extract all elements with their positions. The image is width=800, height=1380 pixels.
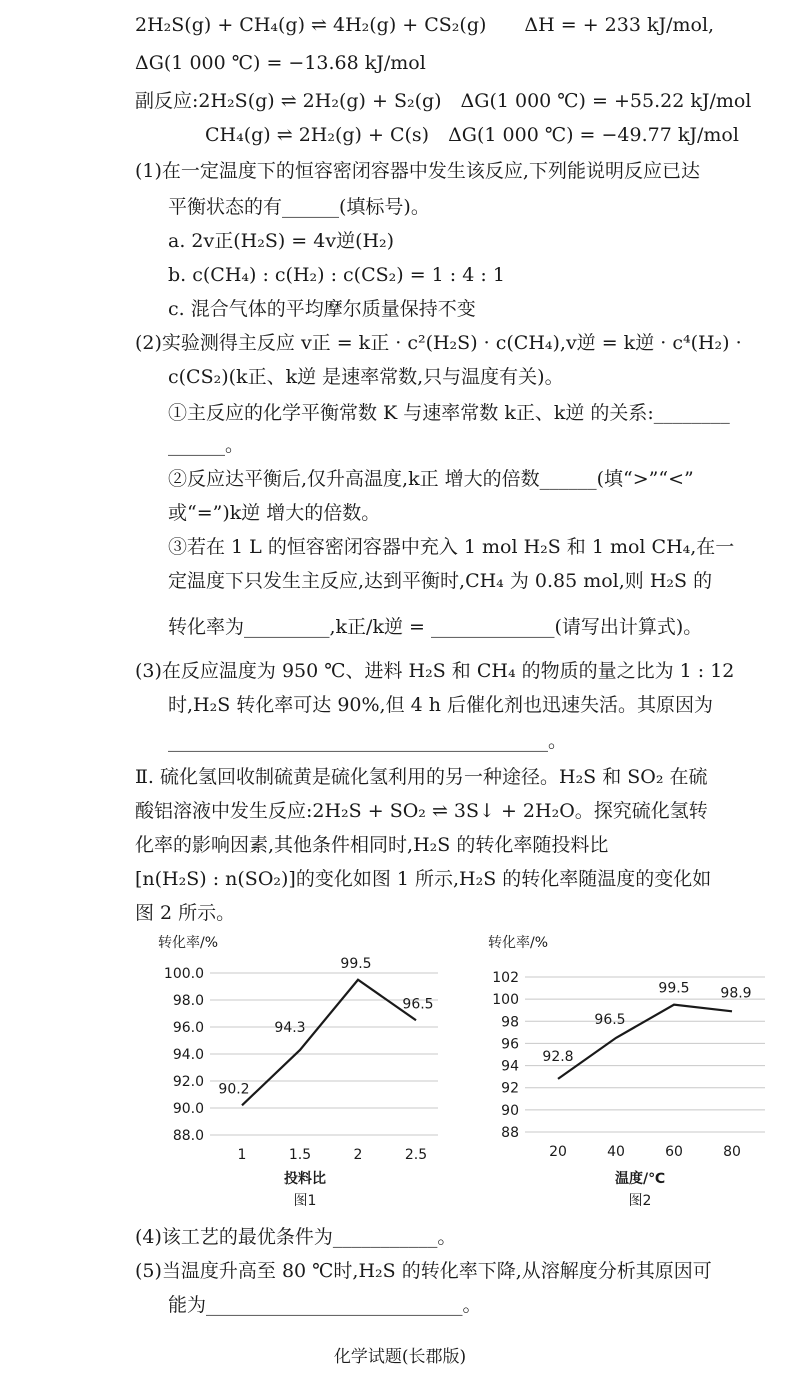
y-tick-label: 94.0 <box>172 1047 204 1063</box>
question-3-line-2: 时,H₂S 转化率可达 90%,但 4 h 后催化剂也迅速失活。其原因为 <box>168 694 714 716</box>
question-1-line-1: (1)在一定温度下的恒容密闭容器中发生该反应,下列能说明反应已达 <box>135 160 700 182</box>
y-tick-label: 98.0 <box>172 993 204 1009</box>
x-tick-label: 40 <box>607 1144 625 1160</box>
question-4: (4)该工艺的最优条件为___________。 <box>135 1226 457 1248</box>
y-tick-label: 100.0 <box>163 966 204 982</box>
x-tick-label: 1.5 <box>288 1147 312 1163</box>
question-2-sub-3-line-2: 定温度下只发生主反应,达到平衡时,CH₄ 为 0.85 mol,则 H₂S 的 <box>168 570 713 592</box>
question-5-line-1: (5)当温度升高至 80 ℃时,H₂S 的转化率下降,从溶解度分析其原因可 <box>135 1260 712 1282</box>
data-label: 92.8 <box>542 1048 574 1065</box>
part-2-line-4: [n(H₂S) : n(SO₂)]的变化如图 1 所示,H₂S 的转化率随温度的变化如 <box>135 868 712 890</box>
y-tick-label: 100 <box>492 992 519 1009</box>
chart1-yticks <box>164 966 204 1144</box>
part-2-line-1: Ⅱ. 硫化氢回收制硫黄是硫化氢利用的另一种途径。H₂S 和 SO₂ 在硫 <box>135 766 708 788</box>
option-c: c. 混合气体的平均摩尔质量保持不变 <box>168 298 476 320</box>
chart2-xticks <box>549 1144 741 1160</box>
question-2-sub-3-line-1: ③若在 1 L 的恒容密闭容器中充入 1 mol H₂S 和 1 mol CH₄,在一 <box>168 536 735 558</box>
option-a: a. 2v正(H₂S) = 4v逆(H₂) <box>168 230 395 252</box>
y-tick-label: 98 <box>501 1014 519 1031</box>
data-label: 94.3 <box>274 1019 306 1036</box>
chart1-series-line <box>242 980 416 1106</box>
question-1-line-2: 平衡状态的有______(填标号)。 <box>168 196 430 218</box>
chart2-series-line <box>558 1005 732 1079</box>
x-tick-label: 1 <box>237 1147 247 1163</box>
side-reaction-line-2: CH₄(g) ⇌ 2H₂(g) + C(s) ΔG(1 000 ℃) = −49.77 kJ/mol <box>205 124 739 146</box>
chart1-data-labels <box>218 956 433 1106</box>
question-2-sub-2-line-1: ②反应达平衡后,仅升高温度,k正 增大的倍数______(填“>”“<” <box>168 468 694 490</box>
chart2-title: 图2 <box>628 1193 652 1209</box>
question-3-line-3: ________________________________________。 <box>168 730 568 752</box>
data-label: 90.2 <box>218 1081 250 1098</box>
y-tick-label: 94 <box>501 1058 519 1075</box>
page-footer: 化学试题(长郡版) <box>333 1347 467 1367</box>
y-tick-label: 92 <box>501 1080 519 1097</box>
y-tick-label: 96.0 <box>172 1020 204 1036</box>
part-2-line-3: 化率的影响因素,其他条件相同时,H₂S 的转化率随投料比 <box>135 834 609 856</box>
chart1-xticks <box>238 1147 428 1163</box>
x-tick-label: 2 <box>353 1147 363 1163</box>
question-2-sub-1-line-2: ______。 <box>168 434 245 456</box>
side-reaction-line-1: 副反应:2H₂S(g) ⇌ 2H₂(g) + S₂(g) ΔG(1 000 ℃) = +55.22 kJ/mol <box>135 90 752 112</box>
data-label: 96.5 <box>402 996 434 1013</box>
data-label: 99.5 <box>658 980 690 997</box>
chart2-xlabel: 温度/℃ <box>614 1171 666 1187</box>
question-2-line-1: (2)实验测得主反应 v正 = k正 · c²(H₂S) · c(CH₄),v逆 = k逆 · c⁴(H₂) · <box>135 332 742 354</box>
question-3-line-1: (3)在反应温度为 950 ℃、进料 H₂S 和 CH₄ 的物质的量之比为 1 : 12 <box>135 660 735 682</box>
question-2-line-2: c(CS₂)(k正、k逆 是速率常数,只与温度有关)。 <box>168 366 564 388</box>
main-reaction-line-1: 2H₂S(g) + CH₄(g) ⇌ 4H₂(g) + CS₂(g) ΔH = + 233 kJ/mol, <box>135 14 715 36</box>
x-tick-label: 20 <box>549 1144 567 1160</box>
y-tick-label: 92.0 <box>172 1074 204 1090</box>
y-tick-label: 88 <box>501 1125 519 1141</box>
chart-figure-2 <box>480 925 780 1215</box>
data-label: 98.9 <box>720 985 752 1002</box>
y-tick-label: 90.0 <box>172 1101 204 1117</box>
chart2-ylabel: 转化率/% <box>488 935 549 951</box>
y-tick-label: 88.0 <box>172 1128 204 1144</box>
part-2-line-5: 图 2 所示。 <box>135 902 236 924</box>
chart2-yticks <box>492 970 519 1141</box>
chart-figure-1 <box>150 925 450 1215</box>
x-tick-label: 80 <box>723 1144 741 1160</box>
chart2-data-labels <box>542 981 751 1079</box>
question-5-line-2: 能为___________________________。 <box>168 1294 482 1316</box>
chart1-xlabel: 投料比 <box>284 1171 326 1187</box>
y-tick-label: 96 <box>501 1036 519 1053</box>
option-b: b. c(CH₄) : c(H₂) : c(CS₂) = 1 : 4 : 1 <box>168 264 505 286</box>
y-tick-label: 90 <box>501 1102 519 1119</box>
x-tick-label: 60 <box>665 1144 683 1160</box>
main-reaction-line-2: ΔG(1 000 ℃) = −13.68 kJ/mol <box>135 52 426 74</box>
data-label: 99.5 <box>340 955 372 972</box>
question-2-sub-2-line-2: 或“=”)k逆 增大的倍数。 <box>168 502 381 524</box>
y-tick-label: 102 <box>492 970 519 986</box>
data-label: 96.5 <box>594 1011 626 1028</box>
question-2-sub-1-line-1: ①主反应的化学平衡常数 K 与速率常数 k正、k逆 的关系:________ <box>168 402 730 424</box>
question-2-sub-3-line-3: 转化率为_________,k正/k逆 = _____________(请写出计算式)。 <box>168 616 703 638</box>
x-tick-label: 2.5 <box>404 1147 428 1163</box>
chart1-ylabel: 转化率/% <box>158 935 219 951</box>
chart1-title: 图1 <box>293 1193 317 1209</box>
part-2-line-2: 酸铝溶液中发生反应:2H₂S + SO₂ ⇌ 3S↓ + 2H₂O。探究硫化氢转 <box>135 800 708 822</box>
